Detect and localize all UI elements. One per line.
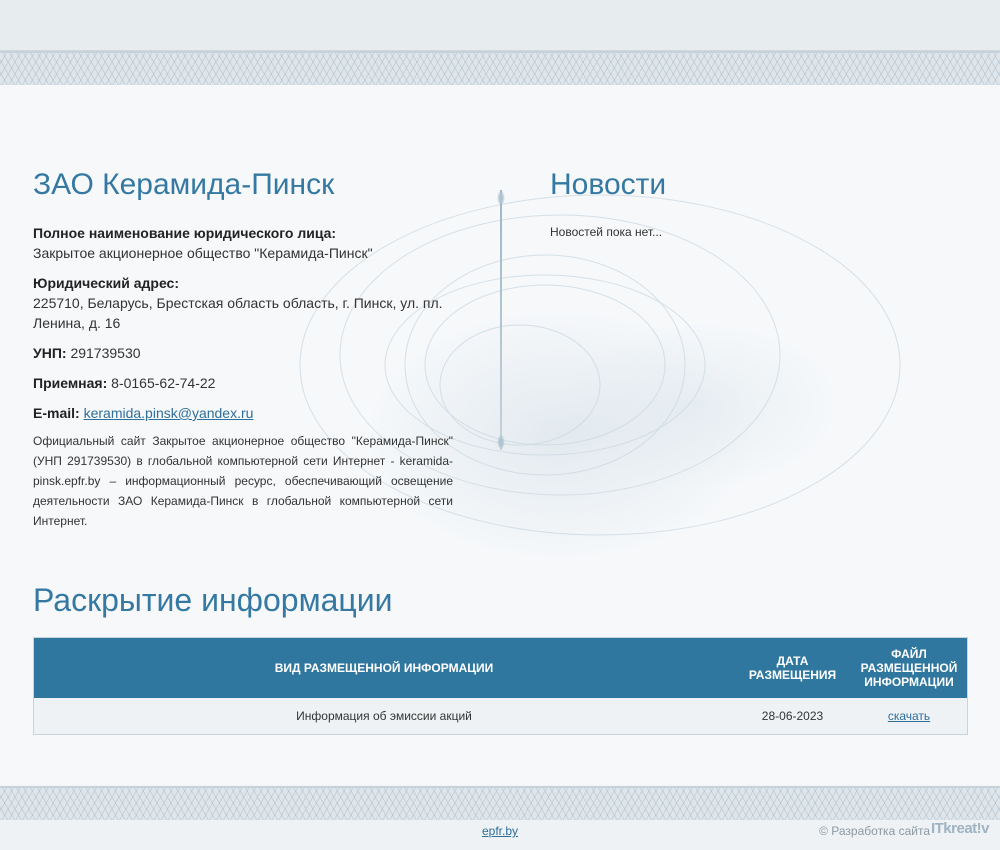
decorative-band-bottom [0, 786, 1000, 822]
field-label: УНП: [33, 345, 67, 361]
developer-credit: © Разработка сайта [819, 824, 930, 838]
field-value: Закрытое акционерное общество "Керамида-Пинск" [33, 245, 373, 261]
developer-logo[interactable]: ITkreat!v [930, 820, 989, 837]
field-email [33, 403, 453, 423]
top-bar [0, 0, 1000, 51]
footer [0, 820, 1000, 850]
news-title: Новости [550, 168, 667, 201]
decorative-band-top [0, 51, 1000, 87]
field-value: 291739530 [70, 345, 141, 361]
column-header-type: ВИД РАЗМЕЩЕННОЙ ИНФОРМАЦИИ [274, 661, 494, 675]
field-value: 225710, Беларусь, Брестская область область, г. Пинск, ул. пл. Ленина, д. 16 [33, 295, 443, 331]
field-label: E-mail: [33, 405, 80, 421]
company-title: ЗАО Керамида-Пинск [33, 168, 335, 201]
column-divider [500, 190, 502, 450]
table-header [34, 638, 967, 698]
footer-site-link[interactable]: epfr.by [482, 824, 519, 838]
field-value: 8-0165-62-74-22 [111, 375, 216, 391]
field-full-name [33, 223, 453, 263]
cell-type: Информация об эмиссии акций [296, 709, 472, 723]
news-empty-message: Новостей пока нет... [550, 225, 663, 239]
disclosure-table [33, 637, 968, 735]
field-label: Приемная: [33, 375, 108, 391]
field-label: Юридический адрес: [33, 275, 179, 291]
field-label: Полное наименование юридического лица: [33, 225, 337, 241]
cell-file [851, 698, 967, 734]
company-info [33, 223, 453, 531]
table-row [34, 698, 967, 734]
main-content [0, 85, 1000, 784]
cell-date: 28-06-2023 [761, 709, 824, 723]
disclosure-title: Раскрытие информации [33, 582, 393, 618]
site-description: Официальный сайт Закрытое акционерное общество "Керамида-Пинск" (УНП 291739530) в глобальной компьютерной сети Интернет - keramida-pinsk.epfr.by – информационный ресурс, обеспечивающий освещение деятельности ЗАО Керамида-Пинск в глобальной компьютерной сети Интернет. [33, 434, 453, 528]
field-reception [33, 373, 453, 393]
email-link[interactable]: keramida.pinsk@yandex.ru [83, 405, 254, 421]
column-header-file: ФАЙЛ РАЗМЕЩЕННОЙ ИНФОРМАЦИИ [860, 647, 958, 689]
field-address [33, 273, 453, 333]
download-link[interactable]: скачать [887, 709, 931, 723]
column-header-date: ДАТА РАЗМЕЩЕНИЯ [748, 654, 837, 682]
field-unp [33, 343, 453, 363]
